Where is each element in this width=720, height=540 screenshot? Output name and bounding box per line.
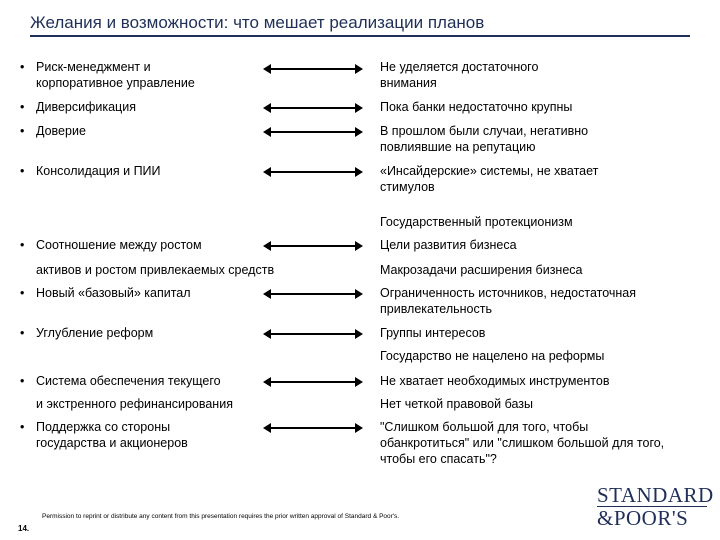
right-text: В прошлом были случаи, негативно (380, 124, 589, 138)
left-text: Доверие (36, 124, 86, 138)
left-text: Система обеспечения текущего (36, 374, 221, 388)
right-text: Государство не нацелено на реформы (380, 349, 605, 363)
bullet: • (20, 286, 25, 300)
left-text: Диверсификация (36, 100, 136, 114)
double-arrow-icon (263, 126, 363, 138)
right-text: Пока банки недостаточно крупны (380, 100, 573, 114)
page-title: Желания и возможности: что мешает реализации планов (30, 13, 690, 37)
left-text: корпоративное управление (36, 76, 195, 90)
right-text: Не уделяется достаточного (380, 60, 539, 74)
right-text: «Инсайдерские» системы, не хватает (380, 164, 599, 178)
right-text: стимулов (380, 180, 435, 194)
double-arrow-icon (263, 422, 363, 434)
copyright-note: Permission to reprint or distribute any content from this presentation requires the prior written approval of Standard & Poor's. (42, 513, 400, 520)
left-text: и экстренного рефинансирования (36, 397, 233, 411)
logo-line-1: STANDARD (597, 483, 714, 507)
left-text: Консолидация и ПИИ (36, 164, 161, 178)
double-arrow-icon (263, 376, 363, 388)
right-text: привлекательность (380, 302, 492, 316)
right-text: "Слишком большой для того, чтобы (380, 420, 589, 434)
right-text: Нет четкой правовой базы (380, 397, 533, 411)
left-text: Соотношение между ростом (36, 238, 202, 252)
bullet: • (20, 326, 25, 340)
right-text: повлиявшие на репутацию (380, 140, 536, 154)
right-text: внимания (380, 76, 437, 90)
left-text: активов и ростом привлекаемых средств (36, 263, 275, 277)
left-text: Углубление реформ (36, 326, 154, 340)
bullet: • (20, 238, 25, 252)
right-text: Макрозадачи расширения бизнеса (380, 263, 583, 277)
double-arrow-icon (263, 166, 363, 178)
bullet: • (20, 60, 25, 74)
page-number: 14. (18, 524, 30, 533)
left-text: Риск-менеджмент и (36, 60, 151, 74)
double-arrow-icon (263, 240, 363, 252)
left-text: Поддержка со стороны (36, 420, 171, 434)
right-text: Группы интересов (380, 326, 486, 340)
right-text: обанкротиться" или "слишком большой для того, (380, 436, 665, 450)
right-text: Государственный протекционизм (380, 215, 573, 229)
bullet: • (20, 420, 25, 434)
right-text: Не хватает необходимых инструментов (380, 374, 610, 388)
double-arrow-icon (263, 328, 363, 340)
right-text: Цели развития бизнеса (380, 238, 517, 252)
company-logo (597, 483, 714, 530)
right-text: чтобы его спасать"? (380, 452, 497, 466)
bullet: • (20, 124, 25, 138)
double-arrow-icon (263, 63, 363, 75)
right-text: Ограниченность источников, недостаточная (380, 286, 637, 300)
double-arrow-icon (263, 102, 363, 114)
logo-line-2: &POOR'S (597, 506, 707, 529)
bullet: • (20, 164, 25, 178)
left-text: государства и акционеров (36, 436, 188, 450)
double-arrow-icon (263, 288, 363, 300)
left-text: Новый «базовый» капитал (36, 286, 191, 300)
bullet: • (20, 100, 25, 114)
bullet: • (20, 374, 25, 388)
